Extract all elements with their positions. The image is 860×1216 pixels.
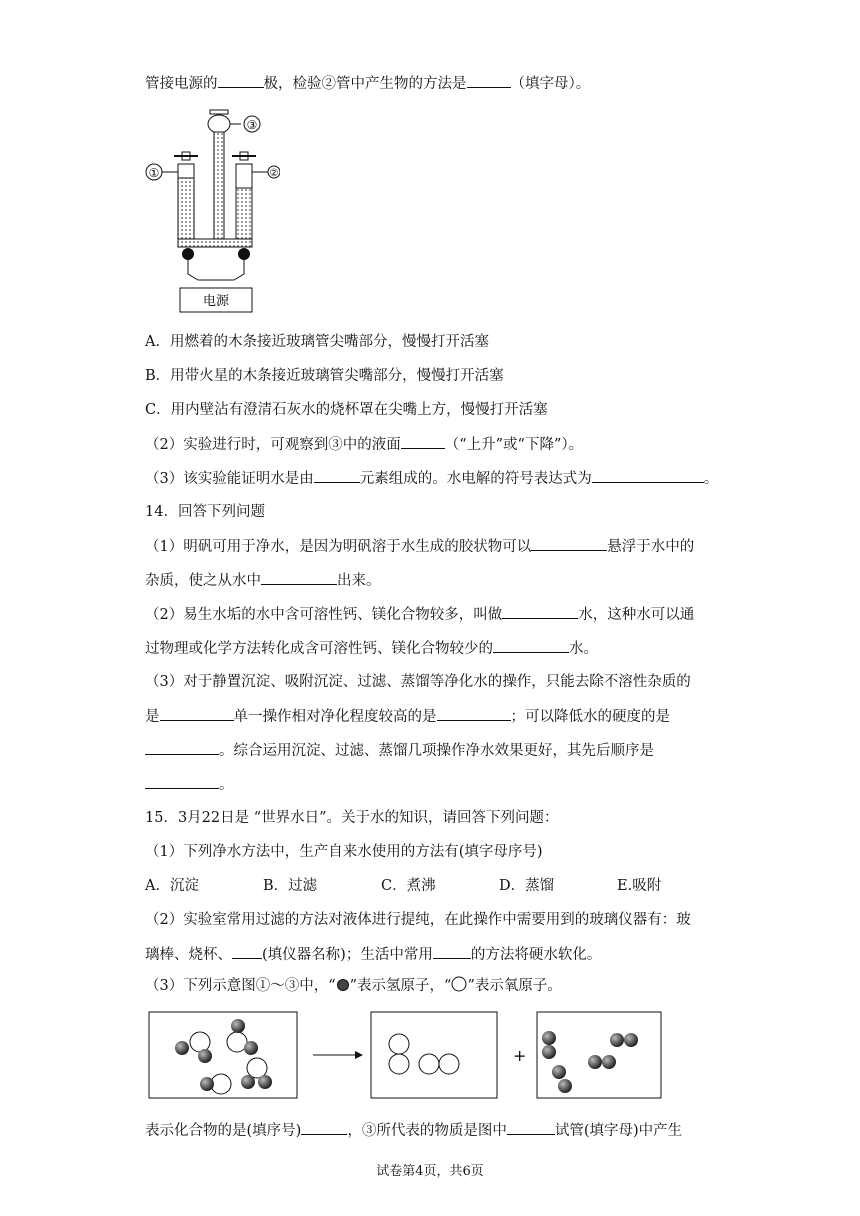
option-e[interactable]: E.吸附 [617,878,662,894]
answer-blank[interactable] [301,1120,347,1135]
question-14-3-cont3: 。 [145,774,234,795]
answer-blank[interactable] [507,1120,555,1135]
label-3: ③ [246,118,258,132]
question-14-3-cont2: 。综合运用沉淀、过滤、蒸馏几项操作净水效果更好，其先后顺序是 [145,740,654,761]
answer-blank[interactable] [437,706,511,721]
question-15-4: 表示化合物的是(填序号) ，③所代表的物质是图中 试管(填字母)中产生 [145,1120,682,1141]
electrolysis-apparatus-diagram [140,104,280,316]
question-15-3: （3）下列示意图①～③中，“ ”表示氢原子，“ ”表示氧原子。 [145,978,562,994]
question-14-1: （1）明矾可用于净水，是因为明矾溶于水生成的胶状物可以 悬浮于水中的 [145,536,694,557]
page-footer: 试卷第4页，共6页 [376,1164,484,1179]
answer-blank[interactable] [433,944,471,959]
question-15-2-cont: 璃棒、烧杯、 (填仪器名称)；生活中常用 的方法将硬水软化。 [145,944,601,965]
answer-blank[interactable] [145,774,219,789]
answer-blank[interactable] [261,570,337,585]
answer-blank[interactable] [531,536,607,551]
question-15-options [145,876,661,896]
answer-blank[interactable] [467,73,511,88]
answer-blank[interactable] [145,740,219,755]
answer-blank[interactable] [160,706,234,721]
answer-blank[interactable] [401,434,445,449]
question-13-line1: 管接电源的 极，检验②管中产生物的方法是 （填字母）。 [145,73,590,94]
answer-blank[interactable] [493,638,569,653]
plus-sign: + [513,1046,527,1065]
question-14-title: 14．回答下列问题 [145,504,265,520]
oxygen-atom-icon [451,976,467,992]
question-15-1: （1）下列净水方法中，生产自来水使用的方法有(填字母序号) [145,844,543,860]
answer-blank[interactable] [502,604,578,619]
question-15-2: （2）实验室常用过滤的方法对液体进行提纯，在此操作中需要用到的玻璃仪器有：玻 [145,912,691,928]
option-c[interactable]: C．用内壁沾有澄清石灰水的烧杯罩在尖嘴上方，慢慢打开活塞 [145,402,548,418]
question-14-2: （2）易生水垢的水中含可溶性钙、镁化合物较多，叫做 水，这种水可以通 [145,604,694,625]
option-c[interactable]: C．煮沸 [381,878,436,894]
question-13-3: （3）该实验能证明水是由 元素组成的。水电解的符号表达式为 。 [145,468,718,489]
option-b[interactable]: B．用带火星的木条接近玻璃管尖嘴部分，慢慢打开活塞 [145,368,504,384]
option-a[interactable]: A．沉淀 [145,878,199,894]
diagram-box-3 [537,1012,661,1098]
power-label: 电源 [202,294,230,309]
answer-blank[interactable] [232,944,262,959]
hydrogen-atom-icon [336,978,350,992]
answer-blank[interactable] [218,73,264,88]
option-d[interactable]: D．蒸馏 [499,878,555,894]
molecule-diagram [145,1008,665,1104]
question-15-title: 15．3月22日是 “世界水日”。关于水的知识，请回答下列问题： [145,810,559,826]
option-a[interactable]: A．用燃着的木条接近玻璃管尖嘴部分，慢慢打开活塞 [145,334,489,350]
answer-blank[interactable] [314,468,360,483]
question-13-2: （2）实验进行时，可观察到③中的液面 （“上升”或“下降”）。 [145,434,583,455]
label-1: ① [148,166,160,180]
question-14-3-cont: 是 单一操作相对净化程度较高的是 ；可以降低水的硬度的是 [145,706,670,727]
question-14-3: （3）对于静置沉淀、吸附沉淀、过滤、蒸馏等净化水的操作，只能去除不溶性杂质的 [145,674,691,690]
label-2: ② [269,168,279,179]
answer-blank[interactable] [592,468,704,483]
option-b[interactable]: B．过滤 [263,878,318,894]
question-14-2-cont: 过物理或化学方法转化成含可溶性钙、镁化合物较少的 水。 [145,638,598,659]
question-14-1-cont: 杂质，使之从水中 出来。 [145,570,381,591]
